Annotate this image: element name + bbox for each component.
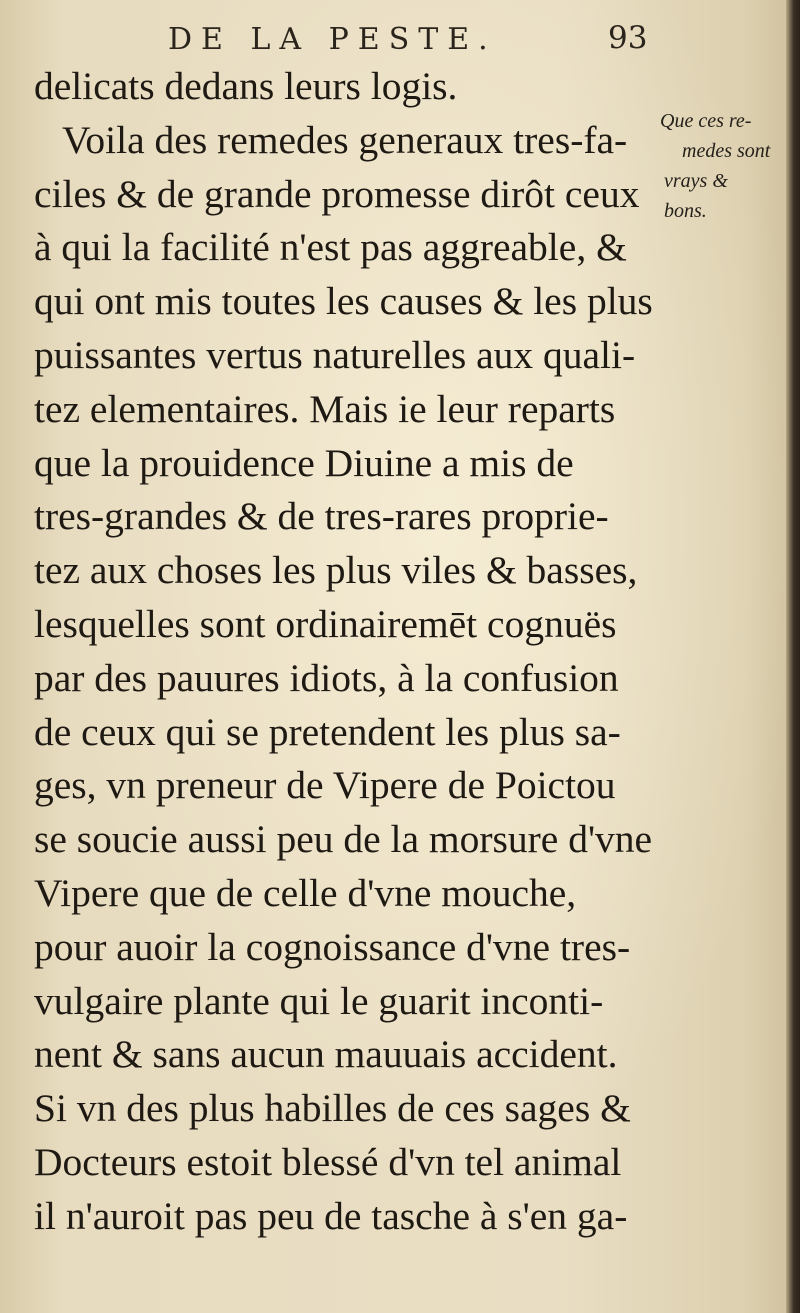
text-line: Vipere que de celle d'vne mouche, [34,870,577,915]
text-line: tez elementaires. Mais ie leur reparts [34,386,616,431]
running-title: DE LA PESTE. [168,22,497,57]
text-line: delicats dedans leurs logis. [34,64,458,108]
text-line: par des pauures idiots, à la confusion [34,655,619,700]
text-line: tez aux choses les plus viles & basses, [34,548,638,593]
margin-note-line: Que ces re- [660,110,752,132]
text-line: Si vn des plus habilles de ces sages & [34,1086,631,1131]
text-line: lesquelles sont ordinairemēt cognuës [34,601,617,646]
margin-note-line: bons. [664,200,707,222]
text-line: de ceux qui se pretendent les plus sa- [34,709,621,754]
running-header [150,16,690,58]
text-line: qui ont mis toutes les causes & les plus [34,279,653,324]
text-line: Voila des remedes generaux tres-fa- [62,117,628,162]
text-line: pour auoir la cognoissance d'vne tres- [34,924,631,969]
page-number: 93 [608,20,648,56]
margin-note-line: vrays & [664,170,728,192]
margin-note [660,106,782,226]
margin-note-line: medes sont [682,140,771,162]
text-line: ges, vn preneur de Vipere de Poictou [34,763,616,808]
text-line: vulgaire plante qui le guarit inconti- [34,978,604,1023]
page-edge-shadow [786,0,800,1313]
text-line: Docteurs estoit blessé d'vn tel animal [34,1139,622,1184]
body-text [34,60,674,1244]
text-line: ciles & de grande promesse dirôt ceux [34,171,640,216]
text-line: tres-grandes & de tres-rares proprie- [34,494,609,539]
text-line: nent & sans aucun mauuais accident. [34,1032,618,1077]
text-line: à qui la facilité n'est pas aggreable, & [34,225,627,270]
text-line: se soucie aussi peu de la morsure d'vne [34,817,653,862]
text-line: puissantes vertus naturelles aux quali- [34,332,636,377]
text-line: il n'auroit pas peu de tasche à s'en ga- [34,1193,628,1238]
text-line: que la prouidence Diuine a mis de [34,440,574,485]
